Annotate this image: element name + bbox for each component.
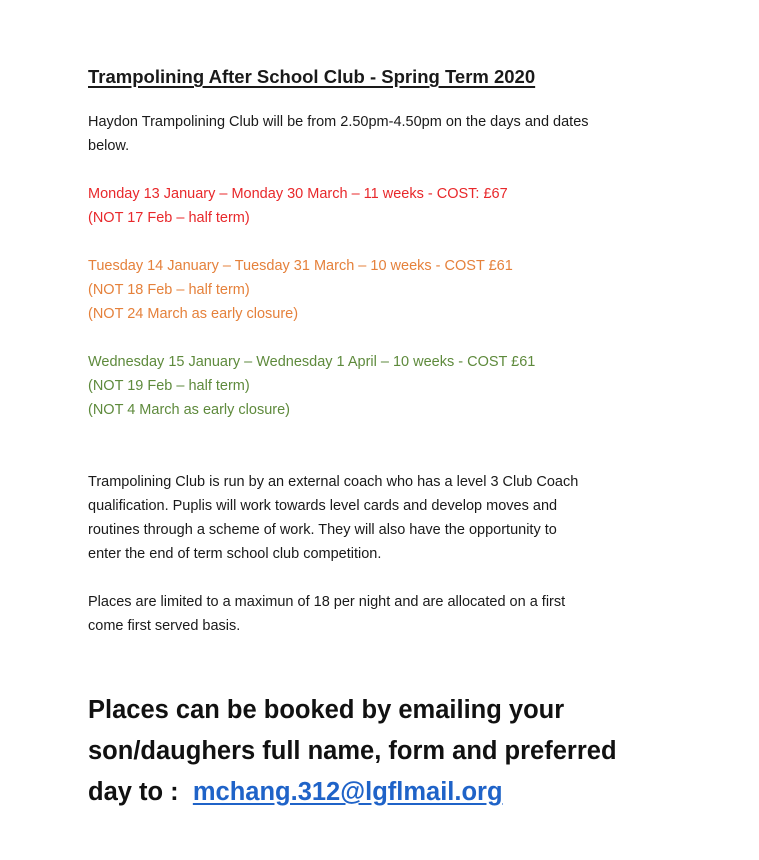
monday-exclusion: (NOT 17 Feb – half term) <box>88 210 250 226</box>
description-line: qualification. Puplis will work towards level cards and develop moves and <box>88 498 558 514</box>
tuesday-session <box>88 254 728 326</box>
tuesday-exclusion: (NOT 24 March as early closure) <box>88 306 299 322</box>
description-line: Trampolining Club is run by an external coach who has a level 3 Club Coach <box>88 474 579 490</box>
booking-prefix: day to : <box>88 778 193 806</box>
booking-line <box>88 772 728 813</box>
monday-dates: Monday 13 January – Monday 30 March – 11 weeks - COST: £67 <box>88 186 508 202</box>
monday-session <box>88 182 728 230</box>
document-page <box>88 64 728 839</box>
document-title: Trampolining After School Club - Spring Term 2020 <box>88 66 536 87</box>
tuesday-exclusion: (NOT 18 Feb – half term) <box>88 282 250 298</box>
description-paragraph <box>88 470 728 566</box>
intro-paragraph <box>88 110 728 158</box>
wednesday-exclusion: (NOT 4 March as early closure) <box>88 402 290 418</box>
intro-line: below. <box>88 138 130 154</box>
wednesday-exclusion: (NOT 19 Feb – half term) <box>88 378 250 394</box>
wednesday-session <box>88 350 728 422</box>
tuesday-dates: Tuesday 14 January – Tuesday 31 March – 10 weeks - COST £61 <box>88 258 513 274</box>
description-line: enter the end of term school club competition. <box>88 546 382 562</box>
places-line: Places are limited to a maximun of 18 per night and are allocated on a first <box>88 594 566 610</box>
places-paragraph <box>88 590 728 638</box>
wednesday-dates: Wednesday 15 January – Wednesday 1 April – 10 weeks - COST £61 <box>88 354 536 370</box>
booking-line: Places can be booked by emailing your <box>88 696 565 724</box>
booking-line: son/daughers full name, form and preferred <box>88 737 617 765</box>
description-line: routines through a scheme of work. They will also have the opportunity to <box>88 522 557 538</box>
places-line: come first served basis. <box>88 618 241 634</box>
email-link[interactable]: mchang.312@lgflmail.org <box>192 778 503 806</box>
booking-instructions <box>88 690 728 813</box>
intro-line: Haydon Trampolining Club will be from 2.50pm-4.50pm on the days and dates <box>88 114 589 130</box>
